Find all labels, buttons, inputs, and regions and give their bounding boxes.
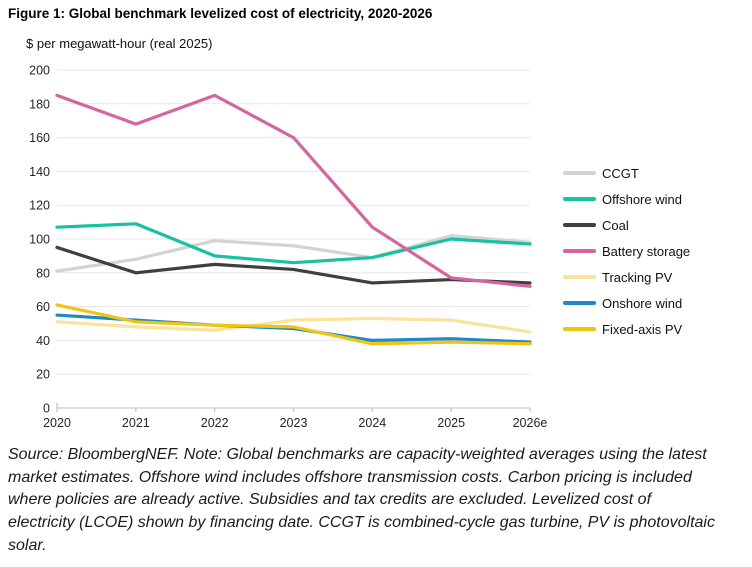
legend-swatch-icon <box>563 275 596 279</box>
legend-item <box>563 264 690 290</box>
lcoe-line-chart <box>0 58 548 436</box>
legend-label: Tracking PV <box>602 269 673 285</box>
y-tick-label: 140 <box>29 164 50 179</box>
y-tick-label: 20 <box>36 367 50 382</box>
legend-item <box>563 212 690 238</box>
x-tick-label: 2026e <box>512 416 548 430</box>
legend-item <box>563 186 690 212</box>
x-tick-label: 2025 <box>437 416 466 430</box>
y-tick-label: 100 <box>29 232 50 247</box>
y-tick-label: 200 <box>29 63 50 78</box>
legend-item <box>563 160 690 186</box>
series-line-battery-storage <box>57 95 530 286</box>
legend-item <box>563 316 690 342</box>
x-tick-label: 2020 <box>43 416 71 430</box>
source-note: Source: BloombergNEF. Note: Global benchmarks are capacity-weighted averages using the latest market estimates. Offshore wind includes offshore transmission costs. Carbon pricing is included where policies are already active. Subsidies and tax credits are excluded. Levelized cost of electricity (LCOE) shown by financing date. CCGT is combined-cycle gas turbine, PV is photovoltaic solar. <box>8 446 715 554</box>
y-tick-label: 80 <box>36 266 50 281</box>
legend-swatch-icon <box>563 327 596 331</box>
legend-label: Fixed-axis PV <box>602 321 683 337</box>
legend-label: Coal <box>602 217 629 233</box>
chart-legend <box>563 160 690 342</box>
legend-swatch-icon <box>563 223 596 227</box>
series-line-offshore-wind <box>57 224 530 263</box>
legend-item <box>563 238 690 264</box>
x-tick-label: 2022 <box>200 416 229 430</box>
y-tick-label: 180 <box>29 97 50 112</box>
legend-item <box>563 290 690 316</box>
legend-swatch-icon <box>563 197 596 201</box>
figure-title: Figure 1: Global benchmark levelized cost of electricity, 2020-2026 <box>8 6 433 21</box>
y-axis-unit-label: $ per megawatt-hour (real 2025) <box>26 36 213 51</box>
legend-label: CCGT <box>602 165 639 181</box>
legend-swatch-icon <box>563 249 596 253</box>
legend-label: Offshore wind <box>602 191 682 207</box>
y-tick-label: 120 <box>29 198 50 213</box>
legend-label: Battery storage <box>602 243 691 259</box>
legend-swatch-icon <box>563 301 596 305</box>
x-tick-label: 2023 <box>279 416 308 430</box>
y-tick-label: 40 <box>36 333 50 348</box>
legend-label: Onshore wind <box>602 295 683 311</box>
y-tick-label: 160 <box>29 131 50 146</box>
x-tick-label: 2024 <box>358 416 387 430</box>
y-tick-label: 0 <box>43 401 50 416</box>
x-tick-label: 2021 <box>121 416 150 430</box>
legend-swatch-icon <box>563 171 596 175</box>
y-tick-label: 60 <box>36 300 50 315</box>
